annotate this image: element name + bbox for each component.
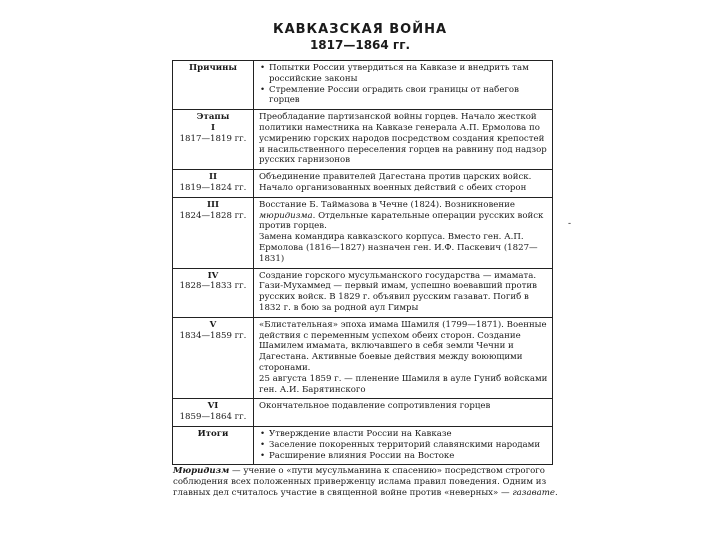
reasons-label: Причины (188, 63, 238, 73)
row-label-cell (173, 61, 254, 110)
stage-numeral: III (206, 199, 220, 210)
stage-period: 1819—1824 гг. (179, 182, 247, 193)
stage-description: Создание горского мусульманского государства — имамата. Гази-Мухаммед — первый имам, успешно воевавший против русских войск. В 1829 г. объявил русским газават. Погиб в 1832 г. в бою за родной аул Гимры (254, 268, 553, 317)
table-row-stage-1 (173, 110, 553, 170)
stage-period: 1817—1819 гг. (179, 133, 247, 144)
stage-text-part: Замена командира кавказского корпуса. Вместо ген. А.П. Ермолова (1816—1827) назначен ген. И.Ф. Паскевич (1827—1831) (259, 232, 538, 264)
table-row-stage-5 (173, 317, 553, 399)
results-label: Итоги (197, 428, 229, 439)
stage-period: 1828—1833 гг. (179, 281, 247, 292)
footnote-term: Мюридизм (173, 466, 230, 476)
table-row-stage-2 (173, 170, 553, 198)
stage-description (254, 317, 553, 399)
stage-description: Объединение правителей Дагестана против царских войск. Начало организованных военных действий с обеих сторон (254, 170, 553, 198)
table-row-results (173, 426, 553, 464)
row-label-cell (173, 197, 254, 268)
table-row-stage-4 (173, 268, 553, 317)
table-row-stage-3 (173, 197, 553, 268)
page-title: КАВКАЗСКАЯ ВОЙНА (272, 22, 448, 37)
stage-period: 1859—1864 гг. (179, 412, 247, 423)
row-content-cell (254, 61, 553, 110)
stage-text-part: «Блистательная» эпоха имама Шамиля (1799—1871). Военные действия с переменным успехом обеих сторон. Создание Шамилем имамата, включавшего в себя земли Чечни и Дагестана. Активные боевые действия между воюющими сторонами. (259, 319, 547, 373)
list-item: • Утверждение власти России на Кавказе (259, 429, 549, 440)
stage-numeral: IV (207, 270, 219, 281)
stage-description (254, 197, 553, 268)
stage-numeral: II (208, 172, 218, 183)
row-content-cell (254, 426, 553, 464)
margin-mark: - (568, 219, 572, 229)
stage-period: 1834—1859 гг. (179, 330, 247, 341)
footnote-text: — учение о «пути мусульманина к спасению» посредством строгого соблюдения всех положенных приверженцу ислама правил поведения. Одним из главных дел считалось участие в священной войне против «неверных» — (173, 466, 547, 498)
footnote-definition (173, 466, 558, 499)
list-item: • Попытки России утвердиться на Кавказе и внедрить там российские законы (259, 63, 549, 85)
table-row-reasons (173, 61, 553, 110)
stage-numeral: I (210, 122, 216, 133)
row-label-cell (173, 110, 254, 170)
footnote-end: . (554, 488, 558, 498)
stage-description: Преобладание партизанской войны горцев. Начало жесткой политики наместника на Кавказе генерала А.П. Ермолова по усмирению горских народов посредством создания крепостей и насильственного переселения горцев на равнину под надзор русских гарнизонов (254, 110, 553, 170)
stage-term: мюридизма (259, 210, 313, 221)
stage-numeral: VI (207, 401, 219, 412)
stage-numeral: V (209, 319, 217, 330)
table-row-stage-6 (173, 399, 553, 427)
stage-text-part: . Отдельные карательные операции русских войск против горцев. (259, 210, 544, 232)
stage-text-part: Восстание Б. Таймазова в Чечне (1824). Возникновение (259, 199, 515, 210)
list-item: • Заселение покоренных территорий славянскими народами (259, 440, 549, 451)
list-item: • Стремление России оградить свои границы от набегов горцев (259, 85, 549, 107)
stage-description: Окончательное подавление сопротивления горцев (254, 399, 553, 427)
footnote-term-2: газавате (512, 488, 555, 498)
row-label-cell (173, 170, 254, 198)
stages-header: Этапы (196, 112, 230, 123)
stage-period: 1824—1828 гг. (179, 210, 247, 221)
page-subtitle-years: 1817—1864 гг. (309, 38, 411, 52)
war-stages-table (172, 60, 553, 465)
row-label-cell (173, 268, 254, 317)
list-item: • Расширение влияния России на Востоке (259, 451, 549, 462)
results-list (259, 429, 549, 461)
reasons-list (259, 63, 549, 106)
row-label-cell (173, 399, 254, 427)
stage-text-part: 25 августа 1859 г. — пленение Шамиля в ауле Гуниб войсками ген. А.И. Барятинского (259, 373, 548, 395)
row-label-cell (173, 426, 254, 464)
row-label-cell (173, 317, 254, 399)
